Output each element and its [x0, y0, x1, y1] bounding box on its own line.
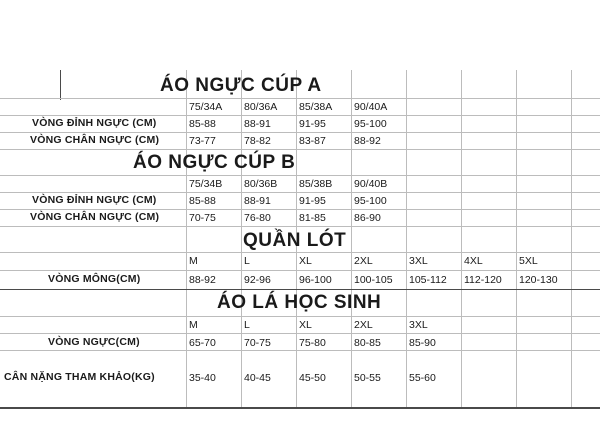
grid-line: [406, 70, 407, 408]
row-label: VÒNG MÔNG(CM): [48, 273, 141, 285]
size-header: 80/36A: [244, 101, 278, 113]
table-cell: 95-100: [354, 195, 387, 207]
table-cell: 85-90: [409, 337, 436, 349]
grid-line: [0, 98, 600, 99]
table-cell: 45-50: [299, 372, 326, 384]
table-cell: 85-88: [189, 118, 216, 130]
table-cell: 85-88: [189, 195, 216, 207]
table-cell: 96-100: [299, 274, 332, 286]
table-cell: 92-96: [244, 274, 271, 286]
grid-line: [241, 70, 242, 408]
grid-line: [0, 333, 600, 334]
grid-line: [571, 70, 572, 408]
grid-line: [0, 132, 600, 133]
size-header: 75/34B: [189, 178, 223, 190]
grid-line: [0, 252, 600, 253]
table-cell: 81-85: [299, 212, 326, 224]
grid-line: [0, 226, 600, 227]
table-cell: 40-45: [244, 372, 271, 384]
table-cell: 88-91: [244, 118, 271, 130]
row-label: VÒNG NGỰC(CM): [48, 336, 140, 348]
size-header: 85/38B: [299, 178, 333, 190]
grid-line: [186, 70, 187, 408]
grid-line: [0, 209, 600, 210]
size-header: L: [244, 319, 250, 331]
size-header: 75/34A: [189, 101, 223, 113]
size-header: M: [189, 255, 198, 267]
row-label: CÂN NẶNG THAM KHẢO(KG): [4, 371, 155, 383]
table-cell: 73-77: [189, 135, 216, 147]
grid-line: [0, 407, 600, 409]
table-cell: 83-87: [299, 135, 326, 147]
row-label: VÒNG ĐỈNH NGỰC (CM): [32, 117, 157, 129]
table-cell: 88-92: [354, 135, 381, 147]
grid-line: [0, 149, 600, 150]
size-header: 90/40B: [354, 178, 388, 190]
table-cell: 91-95: [299, 195, 326, 207]
section-title-cup-a: ÁO NGỰC CÚP A: [160, 75, 322, 96]
table-cell: 65-70: [189, 337, 216, 349]
size-header: XL: [299, 255, 312, 267]
table-cell: 95-100: [354, 118, 387, 130]
size-header: 2XL: [354, 319, 373, 331]
size-header: M: [189, 319, 198, 331]
size-header: 4XL: [464, 255, 483, 267]
table-cell: 88-92: [189, 274, 216, 286]
row-label: VÒNG CHÂN NGỰC (CM): [30, 134, 160, 146]
table-cell: 105-112: [409, 274, 447, 286]
table-cell: 112-120: [464, 274, 502, 286]
row-label: VÒNG ĐỈNH NGỰC (CM): [32, 194, 157, 206]
table-cell: 50-55: [354, 372, 381, 384]
grid-line: [461, 70, 462, 408]
size-header: 3XL: [409, 319, 428, 331]
size-header: 90/40A: [354, 101, 388, 113]
size-header: 3XL: [409, 255, 428, 267]
table-cell: 88-91: [244, 195, 271, 207]
section-title-student-bra: ÁO LÁ HỌC SINH: [217, 292, 382, 313]
size-header: 2XL: [354, 255, 373, 267]
grid-line: [0, 175, 600, 176]
size-header: XL: [299, 319, 312, 331]
size-header: L: [244, 255, 250, 267]
section-title-panties: QUẦN LÓT: [243, 230, 347, 251]
table-cell: 55-60: [409, 372, 436, 384]
size-header: 80/36B: [244, 178, 278, 190]
table-cell: 70-75: [189, 212, 216, 224]
grid-line: [0, 316, 600, 317]
grid-line: [0, 289, 600, 290]
table-cell: 70-75: [244, 337, 271, 349]
size-header: 85/38A: [299, 101, 333, 113]
grid-line: [60, 70, 61, 100]
table-cell: 100-105: [354, 274, 393, 286]
table-cell: 91-95: [299, 118, 326, 130]
section-title-cup-b: ÁO NGỰC CÚP B: [133, 152, 296, 173]
table-cell: 78-82: [244, 135, 271, 147]
grid-line: [0, 350, 600, 351]
grid-line: [516, 70, 517, 408]
table-cell: 80-85: [354, 337, 381, 349]
table-cell: 76-80: [244, 212, 271, 224]
grid-line: [0, 192, 600, 193]
table-cell: 120-130: [519, 274, 558, 286]
table-cell: 75-80: [299, 337, 326, 349]
size-header: 5XL: [519, 255, 538, 267]
grid-line: [351, 70, 352, 408]
grid-line: [0, 270, 600, 271]
table-cell: 86-90: [354, 212, 381, 224]
row-label: VÒNG CHÂN NGỰC (CM): [30, 211, 160, 223]
table-cell: 35-40: [189, 372, 216, 384]
grid-line: [0, 115, 600, 116]
